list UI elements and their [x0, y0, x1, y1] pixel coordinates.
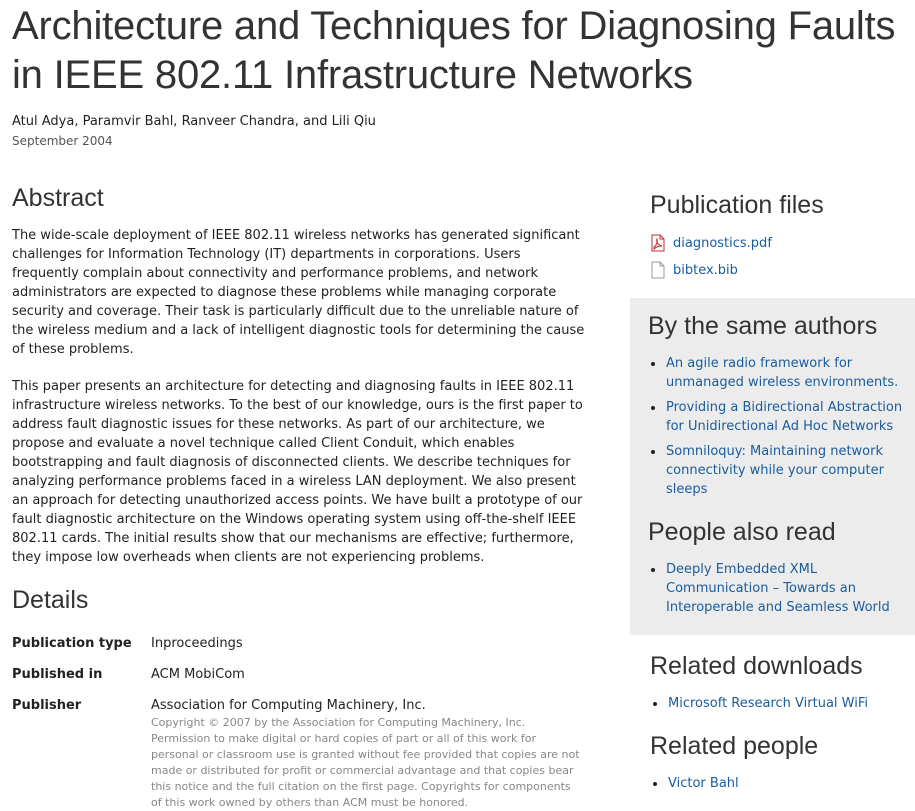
file-link-pdf[interactable]: [650, 234, 772, 252]
list-item: [648, 560, 910, 617]
copyright-notice: Copyright © 2007 by the Association for Computing Machinery, Inc. Permission to make digital or hard copies of part or all of this work for personal or classroom use is granted without fee provided that copies are not made or distributed for profit or commercial advantage and that copies bear this notice and the full citation on the first page. Copyrights for components of this work owned by others than ACM must be honored.: [151, 716, 580, 809]
pdf-file-icon: [650, 234, 666, 252]
related-download-link[interactable]: Microsoft Research Virtual WiFi: [668, 696, 868, 711]
published-in-value: ACM MobiCom: [151, 667, 245, 682]
people-also-read-list: [648, 560, 910, 617]
file-link-label[interactable]: bibtex.bib: [673, 262, 738, 278]
related-people-heading: Related people: [650, 732, 819, 760]
authors: Atul Adya, Paramvir Bahl, Ranveer Chandra, and Lili Qiu: [12, 114, 376, 129]
people-also-read-heading: People also read: [648, 518, 836, 546]
list-item: [648, 354, 910, 392]
publisher-label: Publisher: [12, 698, 82, 713]
same-author-link[interactable]: An agile radio framework for unmanaged wireless environments.: [666, 356, 899, 390]
details-heading: Details: [12, 586, 89, 614]
same-author-link[interactable]: Somniloquy: Maintaining network connectivity while your computer sleeps: [666, 444, 884, 497]
file-link-bib[interactable]: [650, 261, 738, 279]
publication-type-label: Publication type: [12, 636, 132, 651]
same-authors-list: [648, 354, 910, 505]
page-title: Architecture and Techniques for Diagnosing Faults in IEEE 802.11 Infrastructure Networks: [12, 4, 896, 97]
publication-files-heading: Publication files: [650, 191, 824, 219]
people-also-read-link[interactable]: Deeply Embedded XML Communication – Towards an Interoperable and Seamless World: [666, 562, 890, 615]
published-in-label: Published in: [12, 667, 103, 682]
same-authors-heading: By the same authors: [648, 312, 878, 340]
abstract-heading: Abstract: [12, 184, 104, 212]
publication-type-value: Inproceedings: [151, 636, 243, 651]
related-person-link[interactable]: Victor Bahl: [668, 776, 739, 791]
abstract-paragraph-1: The wide-scale deployment of IEEE 802.11 wireless networks has generated significant challenges for Information Technology (IT) departments in corporations. Users frequently complain about connectivity and performance problems, and network administrators are expected to diagnose these problems while managing corporate security and coverage. Their task is particularly difficult due to the unreliable nature of the wireless medium and a lack of intelligent diagnostic tools for determining the cause of these problems.: [12, 228, 585, 357]
list-item: [648, 398, 910, 436]
related-people-list: [650, 774, 912, 793]
publication-date: September 2004: [12, 134, 113, 148]
document-file-icon: [650, 261, 666, 279]
list-item: [648, 442, 910, 499]
list-item: [650, 694, 912, 713]
related-downloads-heading: Related downloads: [650, 652, 863, 680]
abstract-paragraph-2: This paper presents an architecture for detecting and diagnosing faults in IEEE 802.11 infrastructure wireless networks. To the best of our knowledge, ours is the first paper to address fault diagnostic issues for these networks. As part of our architecture, we propose and evaluate a novel technique called Client Conduit, which enables bootstrapping and fault diagnosis of disconnected clients. We describe techniques for analyzing performance problems faced in a wireless LAN deployment. We also present an approach for detecting unauthorized access points. We have built a prototype of our fault diagnostic architecture on the Windows operating system using off-the-shelf IEEE 802.11 cards. The initial results show that our mechanisms are effective; furthermore, they impose low overheads when clients are not experiencing problems.: [12, 379, 583, 565]
publisher-value: Association for Computing Machinery, Inc.: [151, 698, 426, 713]
related-downloads-list: [650, 694, 912, 713]
list-item: [650, 774, 912, 793]
same-author-link[interactable]: Providing a Bidirectional Abstraction for Unidirectional Ad Hoc Networks: [666, 400, 903, 434]
file-link-label[interactable]: diagnostics.pdf: [673, 235, 772, 251]
